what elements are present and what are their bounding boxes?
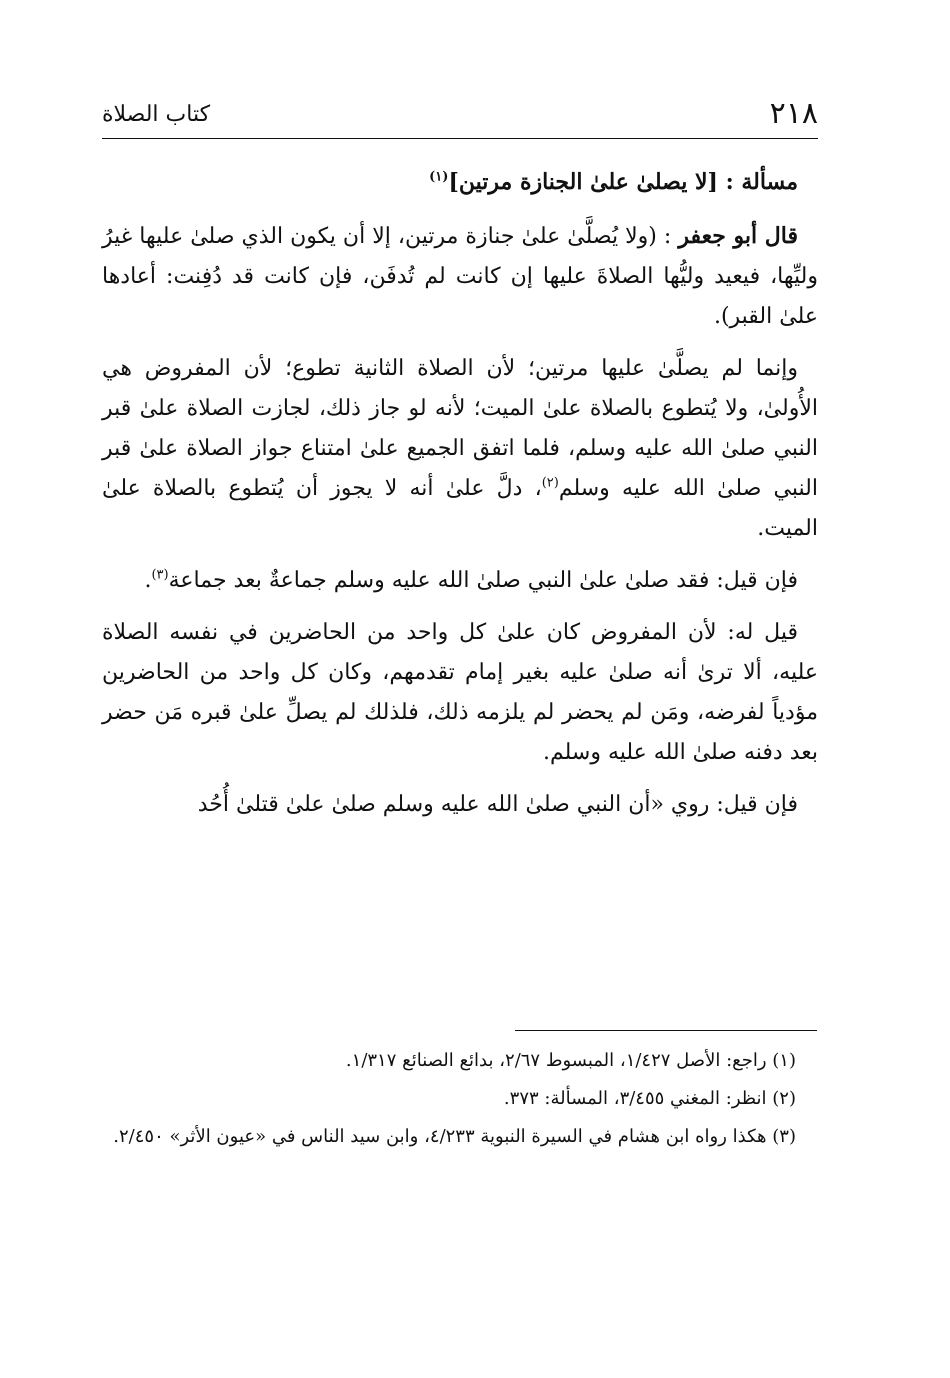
footnote-marker-2: (٢) bbox=[541, 475, 559, 491]
main-text bbox=[102, 160, 818, 837]
footnote-marker-3: (٣) bbox=[151, 567, 169, 583]
paragraph-3 bbox=[102, 561, 818, 601]
section-heading-text: مسألة : [لا يصلىٰ علىٰ الجنازة مرتين] bbox=[448, 169, 798, 195]
paragraph-4: قيل له: لأن المفروض كان علىٰ كل واحد من الحاضرين في نفسه الصلاة عليه، ألا ترىٰ أنه صلىٰ عليه بغير إمام تقدمهم، وكان كل واحد من الحاضرين مؤدياً لفرضه، ومَن لم يحضر لم يلزمه ذلك، فلذلك لم يصلِّ علىٰ قبره مَن حضر بعد دفنه صلىٰ الله عليه وسلم. bbox=[102, 620, 818, 765]
paragraph-5: فإن قيل: روي «أن النبي صلىٰ الله عليه وسلم صلىٰ علىٰ قتلىٰ أُحُد bbox=[197, 792, 798, 817]
paragraph-1-text: : (ولا يُصلَّىٰ علىٰ جنازة مرتين، إلا أن يكون الذي صلىٰ عليها غيرُ وليِّها، فيعيد وليُّها الصلاةَ عليها إن كانت لم تُدفَن، فإن كانت قد دُفِنت: أعادها علىٰ القبر). bbox=[102, 224, 818, 329]
paragraph-1 bbox=[102, 216, 818, 337]
paragraph-2-text-b: ، دلَّ علىٰ أنه لا يجوز أن يُتطوع بالصلاة علىٰ الميت. bbox=[102, 476, 818, 541]
running-title: كتاب الصلاة bbox=[102, 102, 211, 127]
paragraph-3-text-b: . bbox=[144, 568, 152, 593]
paragraph-3-text-a: فإن قيل: فقد صلىٰ علىٰ النبي صلىٰ الله عليه وسلم جماعةٌ بعد جماعة bbox=[168, 568, 798, 593]
footnote-marker-1: (١) bbox=[429, 169, 449, 185]
page-number: ٢١٨ bbox=[769, 96, 818, 131]
page-header bbox=[102, 92, 818, 136]
footnotes bbox=[102, 1044, 818, 1158]
header-rule bbox=[102, 138, 818, 139]
paragraph-1-lead: قال أبو جعفر bbox=[678, 223, 798, 249]
footnote-3: (٣) هكذا رواه ابن هشام في السيرة النبوية ٤/٢٣٣، وابن سيد الناس في «عيون الأثر» ٢/٤٥٠. bbox=[113, 1126, 796, 1147]
section-heading bbox=[102, 160, 818, 204]
footnote-1: (١) راجع: الأصل ١/٤٢٧، المبسوط ٢/٦٧، بدائع الصنائع ١/٣١٧. bbox=[345, 1050, 796, 1071]
paragraph-2 bbox=[102, 349, 818, 549]
footnote-2: (٢) انظر: المغني ٣/٤٥٥، المسألة: ٣٧٣. bbox=[503, 1088, 796, 1109]
paragraph-2-text-a: وإنما لم يصلَّىٰ عليها مرتين؛ لأن الصلاة الثانية تطوع؛ لأن المفروض هي الأُولىٰ، ولا يُتطوع بالصلاة علىٰ الميت؛ لأنه لو جاز ذلك، لجازت الصلاة علىٰ قبر النبي صلىٰ الله عليه وسلم، فلما اتفق الجميع علىٰ امتناع جواز الصلاة علىٰ قبر النبي صلىٰ الله عليه وسلم bbox=[102, 356, 818, 501]
footnote-divider bbox=[515, 1030, 817, 1031]
